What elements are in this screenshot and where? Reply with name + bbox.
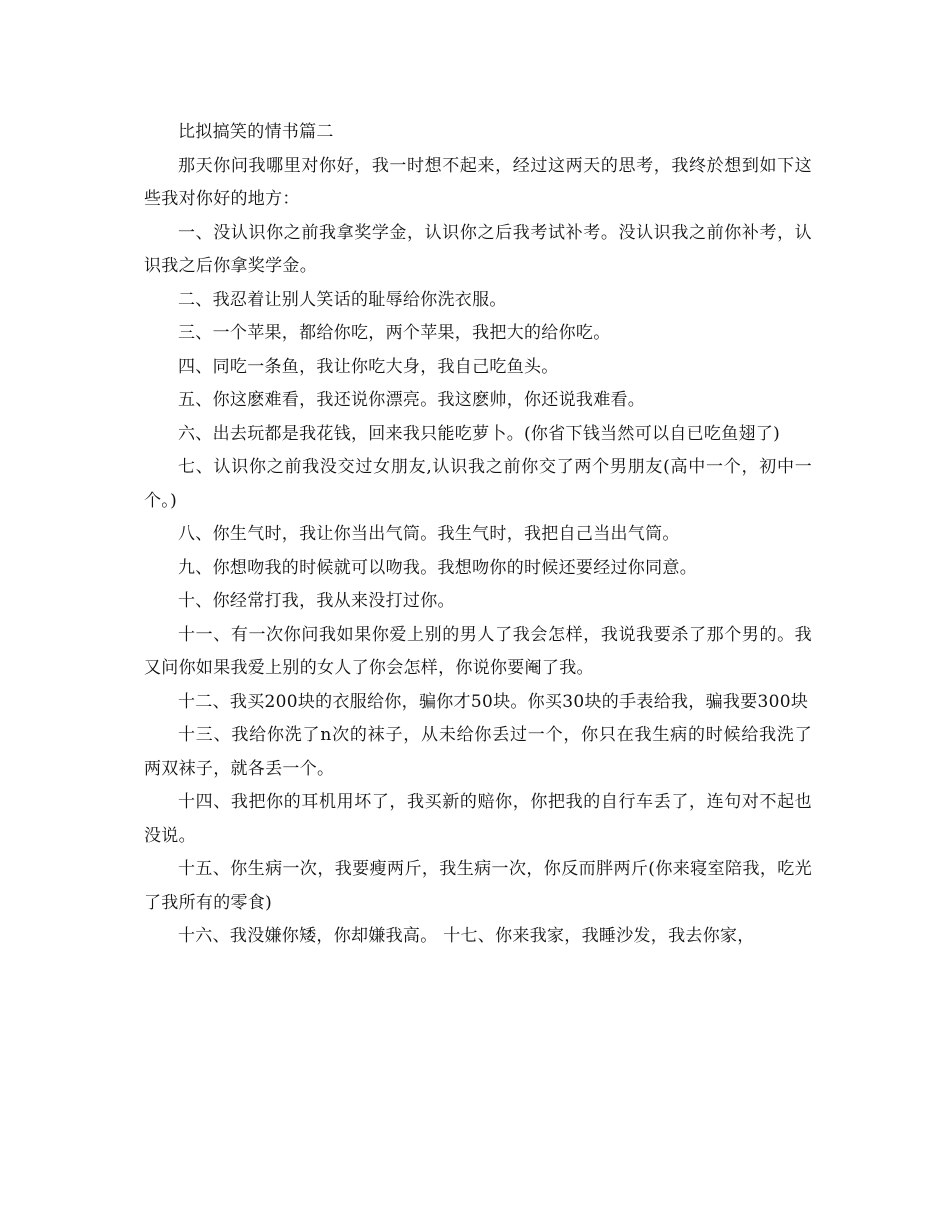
paragraph: 九、你想吻我的时候就可以吻我。我想吻你的时候还要经过你同意。 bbox=[178, 557, 697, 578]
paragraph: 十六、我没嫌你矮，你却嫌我高。 十七、你来我家，我睡沙发，我去你家， bbox=[178, 926, 755, 946]
paragraph: 十四、我把你的耳机用坏了，我买新的赔你，你把我的自行车丢了，连句对不起也没说。 bbox=[144, 792, 812, 846]
paragraph: 十一、有一次你问我如果你爱上别的男人了我会怎样，我说我要杀了那个男的。我又问你如果我爱上别的女人了你会怎样，你说你要阉了我。 bbox=[144, 624, 812, 678]
paragraph: 十、你经常打我，我从来没打过你。 bbox=[178, 591, 455, 611]
document-title: 比拟搞笑的情书篇二 bbox=[178, 122, 334, 142]
paragraph: 二、我忍着让别人笑话的耻辱给你洗衣服。 bbox=[178, 289, 507, 310]
paragraph: 三、一个苹果，都给你吃，两个苹果，我把大的给你吃。 bbox=[178, 323, 611, 343]
paragraph: 七、认识你之前我没交过女朋友,认识我之前你交了两个男朋友(高中一个，初中一个。) bbox=[144, 457, 812, 511]
paragraph: 十三、我给你洗了n次的袜子，从未给你丢过一个，你只在我生病的时候给我洗了两双袜子，就各丢一个。 bbox=[144, 725, 812, 779]
paragraph: 那天你问我哪里对你好，我一时想不起来，经过这两天的思考，我终於想到如下这些我对你好的地方： bbox=[144, 155, 812, 209]
paragraph: 八、你生气时，我让你当出气筒。我生气时，我把自己当出气筒。 bbox=[178, 524, 680, 544]
paragraph: 十二、我买200块的衣服给你，骗你才50块。你买30块的手表给我，骗我要300块 bbox=[178, 691, 809, 712]
document-body bbox=[144, 116, 812, 954]
paragraph: 一、没认识你之前我拿奖学金，认识你之后我考试补考。没认识我之前你补考，认识我之后你拿奖学金。 bbox=[144, 222, 812, 276]
paragraph: 五、你这麽难看，我还说你漂亮。我这麽帅，你还说我难看。 bbox=[178, 390, 646, 410]
paragraph: 四、同吃一条鱼，我让你吃大身，我自己吃鱼头。 bbox=[178, 356, 559, 377]
paragraph: 六、出去玩都是我花钱，回来我只能吃萝卜。(你省下钱当然可以自已吃鱼翅了) bbox=[178, 423, 781, 444]
paragraph: 十五、你生病一次，我要瘦两斤，我生病一次，你反而胖两斤(你来寝室陪我，吃光了我所有的零食) bbox=[144, 859, 812, 913]
